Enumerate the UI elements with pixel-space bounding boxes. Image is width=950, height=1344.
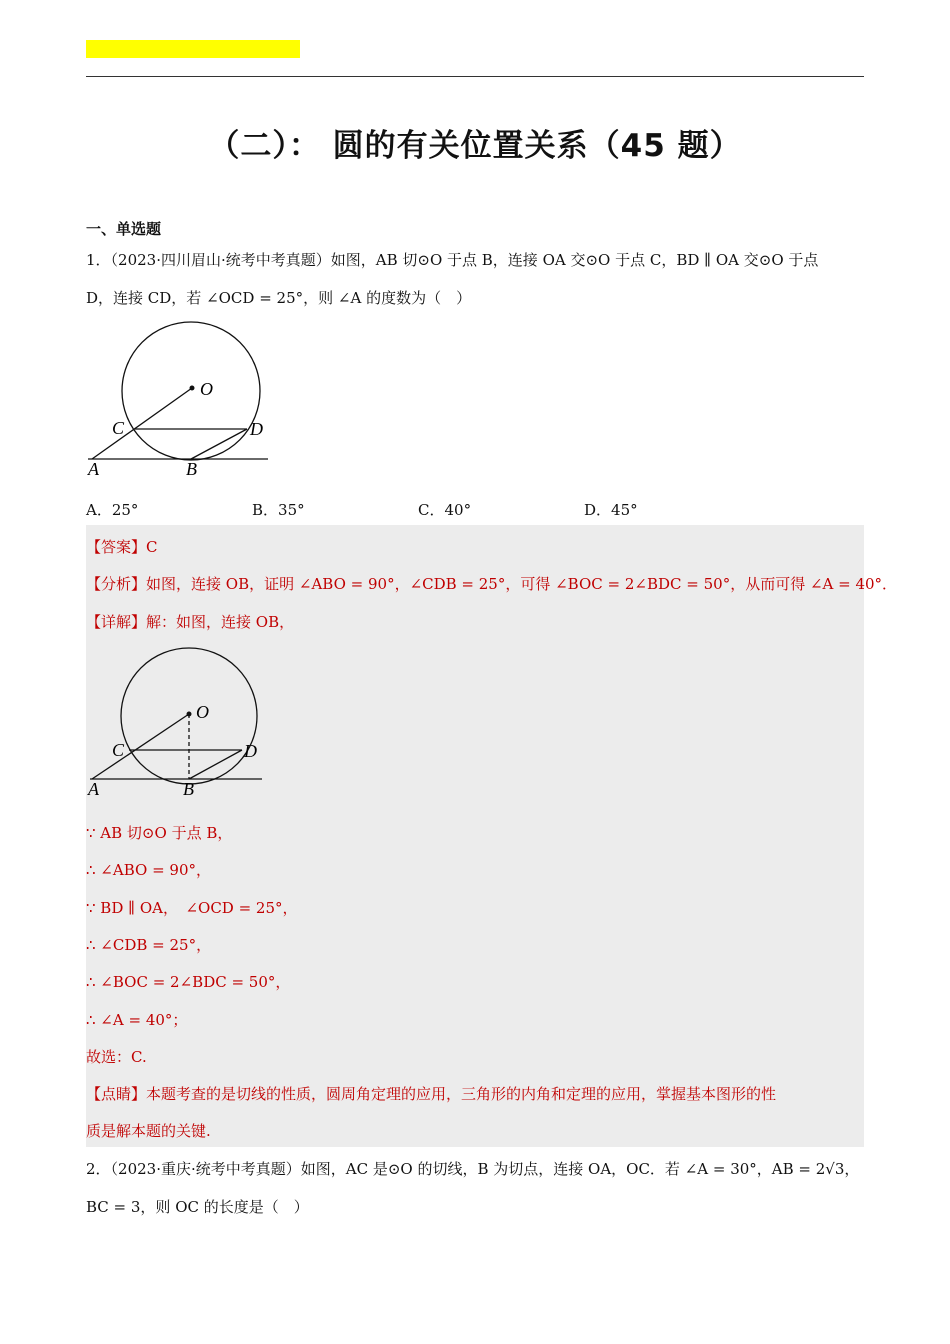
analysis-text: 如图，连接 OB，证明 ∠ABO = 90°，∠CDB = 25°，可得 ∠BOC = 2∠BDC = 50°，从而可得 ∠A = 40°． — [146, 575, 898, 593]
analysis-tag: 【分析】 — [86, 575, 147, 593]
label-c-2: C — [112, 740, 125, 760]
q2-stem-line1: 2．（2023·重庆·统考中考真题）如图，AC 是⊙O 的切线，B 为切点，连接 OA，OC．若 ∠A = 30°，AB = 2√3， — [86, 1160, 860, 1178]
step-3: ∵ BD ∥ OA， ∠OCD = 25°， — [86, 899, 298, 917]
label-d-2: D — [244, 741, 257, 761]
segment-bd-2 — [189, 750, 242, 779]
analysis-line — [86, 573, 897, 594]
label-b-2: B — [183, 779, 194, 799]
label-a-2: A — [88, 779, 99, 799]
q1-option-d: D．45° — [584, 501, 638, 519]
detail-tag: 【详解】 — [86, 613, 147, 631]
answer-tag: 【答案】 — [86, 538, 147, 556]
q1-option-b: B．35° — [252, 501, 305, 519]
comment-line2: 质是解本题的关键. — [86, 1122, 211, 1140]
answer-value: C — [146, 538, 158, 556]
q1-option-a: A．25° — [86, 501, 139, 519]
step-6: ∴ ∠A = 40°； — [86, 1011, 188, 1029]
comment-tag: 【点睛】 — [86, 1085, 147, 1103]
comment-text1: 本题考查的是切线的性质，圆周角定理的应用，三角形的内角和定理的应用，掌握基本图形的性 — [146, 1085, 777, 1103]
conclusion: 故选：C. — [86, 1048, 147, 1066]
label-b: B — [186, 459, 197, 479]
step-2: ∴ ∠ABO = 90°， — [86, 861, 212, 879]
circle-o — [122, 322, 260, 460]
label-a: A — [88, 459, 99, 479]
q2-stem-line2: BC = 3，则 OC 的长度是（ ） — [86, 1198, 309, 1216]
highlight-bar — [86, 40, 300, 58]
page-title: （二）： 圆的有关位置关系（45 题） — [208, 128, 742, 164]
label-d: D — [250, 419, 263, 439]
q1-figure — [80, 315, 280, 480]
detail-line — [86, 611, 294, 632]
label-c: C — [112, 418, 125, 438]
answer-line — [86, 536, 158, 557]
comment-line1 — [86, 1083, 776, 1104]
center-dot — [190, 386, 195, 391]
step-4: ∴ ∠CDB = 25°， — [86, 936, 212, 954]
q1-option-c: C．40° — [418, 501, 472, 519]
solution-figure — [80, 642, 270, 802]
segment-oa — [92, 388, 192, 459]
step-1: ∵ AB 切⊙O 于点 B， — [86, 824, 233, 842]
header-rule — [86, 76, 864, 77]
center-dot-2 — [187, 712, 192, 717]
label-o-2: O — [196, 702, 209, 722]
segment-oa-2 — [92, 714, 189, 779]
q1-stem-line2: D，连接 CD，若 ∠OCD = 25°，则 ∠A 的度数为（ ） — [86, 289, 472, 307]
step-5: ∴ ∠BOC = 2∠BDC = 50°， — [86, 973, 291, 991]
q1-stem-line1: 1．（2023·四川眉山·统考中考真题）如图，AB 切⊙O 于点 B，连接 OA 交⊙O 于点 C，BD ∥ OA 交⊙O 于点 — [86, 251, 819, 269]
label-o: O — [200, 379, 213, 399]
detail-text: 解：如图，连接 OB， — [146, 613, 295, 631]
section-heading: 一、单选题 — [86, 220, 162, 238]
